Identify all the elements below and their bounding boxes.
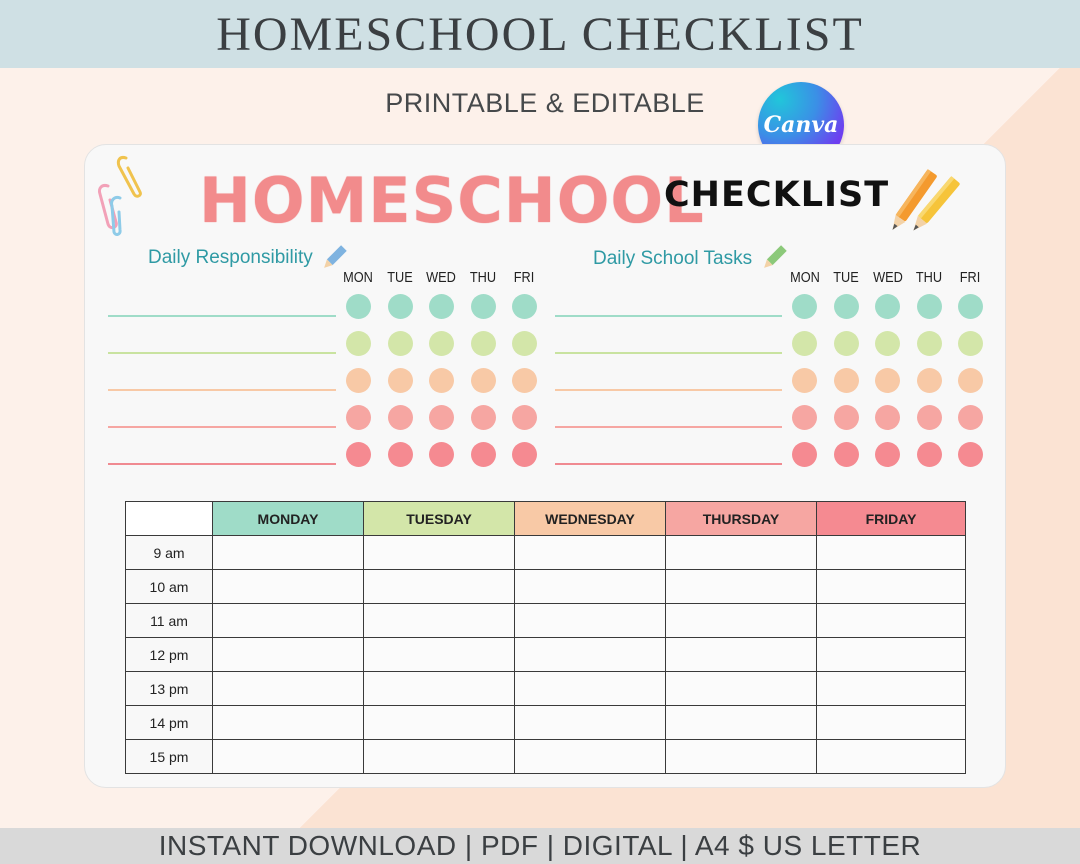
paperclips-icon bbox=[90, 152, 152, 236]
schedule-day-tuesday: TUESDAY bbox=[364, 502, 515, 536]
responsibility-checkbox-fri[interactable] bbox=[512, 368, 537, 393]
responsibility-line[interactable] bbox=[108, 463, 336, 465]
responsibility-checkbox-tue[interactable] bbox=[388, 405, 413, 430]
responsibility-checkbox-wed[interactable] bbox=[429, 405, 454, 430]
schedule-cell[interactable] bbox=[666, 570, 817, 604]
schedule-day-wednesday: WEDNESDAY bbox=[515, 502, 666, 536]
responsibility-checkbox-fri[interactable] bbox=[512, 294, 537, 319]
schedule-cell[interactable] bbox=[515, 706, 666, 740]
school-task-checkbox-tue[interactable] bbox=[834, 331, 859, 356]
schedule-cell[interactable] bbox=[666, 604, 817, 638]
schedule-day-thursday: THURSDAY bbox=[666, 502, 817, 536]
time-slot-label: 12 pm bbox=[126, 638, 213, 672]
schedule-cell[interactable] bbox=[364, 604, 515, 638]
schedule-cell[interactable] bbox=[515, 638, 666, 672]
responsibility-checkbox-thu[interactable] bbox=[471, 405, 496, 430]
schedule-row bbox=[126, 740, 966, 774]
schedule-cell[interactable] bbox=[213, 604, 364, 638]
day-header-thu: THU bbox=[469, 269, 497, 286]
schedule-cell[interactable] bbox=[666, 638, 817, 672]
schedule-cell[interactable] bbox=[817, 638, 966, 672]
responsibility-checkbox-wed[interactable] bbox=[429, 442, 454, 467]
responsibility-checkbox-wed[interactable] bbox=[429, 294, 454, 319]
schedule-cell[interactable] bbox=[817, 740, 966, 774]
responsibility-checkbox-thu[interactable] bbox=[471, 294, 496, 319]
schedule-row bbox=[126, 672, 966, 706]
schedule-day-monday: MONDAY bbox=[213, 502, 364, 536]
responsibility-checkbox-thu[interactable] bbox=[471, 331, 496, 356]
schedule-cell[interactable] bbox=[364, 706, 515, 740]
school-task-checkbox-wed[interactable] bbox=[875, 368, 900, 393]
subtitle: PRINTABLE & EDITABLE bbox=[385, 88, 705, 118]
footer-text: INSTANT DOWNLOAD | PDF | DIGITAL | A4 $ US LETTER bbox=[158, 830, 922, 861]
pencils-icon bbox=[882, 162, 962, 242]
schedule-row bbox=[126, 638, 966, 672]
day-header-mon: MON bbox=[343, 269, 373, 286]
school-task-line[interactable] bbox=[555, 315, 782, 317]
school-task-checkbox-thu[interactable] bbox=[917, 331, 942, 356]
responsibility-line[interactable] bbox=[108, 389, 336, 391]
school-task-line[interactable] bbox=[555, 426, 782, 428]
school-task-checkbox-tue[interactable] bbox=[834, 368, 859, 393]
schedule-cell[interactable] bbox=[213, 706, 364, 740]
schedule-cell[interactable] bbox=[666, 706, 817, 740]
responsibility-checkbox-thu[interactable] bbox=[471, 442, 496, 467]
schedule-cell[interactable] bbox=[364, 672, 515, 706]
day-header-fri: FRI bbox=[513, 269, 535, 286]
day-header-wed: WED bbox=[426, 269, 456, 286]
schedule-cell[interactable] bbox=[817, 604, 966, 638]
school-task-checkbox-fri[interactable] bbox=[958, 442, 983, 467]
green-pencil-icon bbox=[760, 244, 788, 272]
responsibility-checkbox-fri[interactable] bbox=[512, 331, 537, 356]
time-slot-label: 14 pm bbox=[126, 706, 213, 740]
schedule-cell[interactable] bbox=[213, 638, 364, 672]
responsibility-checkbox-tue[interactable] bbox=[388, 442, 413, 467]
responsibility-checkbox-tue[interactable] bbox=[388, 294, 413, 319]
schedule-cell[interactable] bbox=[515, 570, 666, 604]
responsibility-checkbox-mon[interactable] bbox=[346, 294, 371, 319]
card-subtitle: CHECKLIST bbox=[664, 175, 890, 215]
schedule-cell[interactable] bbox=[666, 672, 817, 706]
top-banner bbox=[0, 0, 1080, 68]
responsibility-checkbox-mon[interactable] bbox=[346, 331, 371, 356]
schedule-day-friday: FRIDAY bbox=[817, 502, 966, 536]
responsibility-line[interactable] bbox=[108, 426, 336, 428]
responsibility-checkbox-mon[interactable] bbox=[346, 442, 371, 467]
section-title-daily-school-tasks: Daily School Tasks bbox=[593, 248, 753, 269]
schedule-cell[interactable] bbox=[666, 740, 817, 774]
schedule-cell[interactable] bbox=[364, 638, 515, 672]
responsibility-line[interactable] bbox=[108, 352, 336, 354]
section-title-daily-responsibility: Daily Responsibility bbox=[148, 247, 313, 268]
weekly-schedule-table bbox=[125, 501, 966, 774]
school-task-line[interactable] bbox=[555, 389, 782, 391]
responsibility-checkbox-fri[interactable] bbox=[512, 405, 537, 430]
canva-logo-text: Canva bbox=[763, 112, 839, 138]
school-task-line[interactable] bbox=[555, 463, 782, 465]
schedule-cell[interactable] bbox=[666, 536, 817, 570]
school-task-checkbox-tue[interactable] bbox=[834, 405, 859, 430]
schedule-cell[interactable] bbox=[817, 570, 966, 604]
schedule-cell[interactable] bbox=[213, 740, 364, 774]
school-task-checkbox-fri[interactable] bbox=[958, 405, 983, 430]
school-task-checkbox-mon[interactable] bbox=[792, 442, 817, 467]
schedule-corner-cell bbox=[126, 502, 213, 536]
schedule-cell[interactable] bbox=[364, 740, 515, 774]
school-task-checkbox-fri[interactable] bbox=[958, 331, 983, 356]
responsibility-checkbox-wed[interactable] bbox=[429, 368, 454, 393]
school-task-checkbox-thu[interactable] bbox=[917, 368, 942, 393]
school-task-checkbox-fri[interactable] bbox=[958, 368, 983, 393]
school-task-checkbox-mon[interactable] bbox=[792, 405, 817, 430]
responsibility-checkbox-tue[interactable] bbox=[388, 331, 413, 356]
time-slot-label: 10 am bbox=[126, 570, 213, 604]
day-header-thu: THU bbox=[915, 269, 943, 286]
responsibility-checkbox-mon[interactable] bbox=[346, 405, 371, 430]
schedule-cell[interactable] bbox=[515, 740, 666, 774]
school-task-checkbox-thu[interactable] bbox=[917, 294, 942, 319]
schedule-cell[interactable] bbox=[364, 536, 515, 570]
page-title: HOMESCHOOL CHECKLIST bbox=[216, 7, 864, 61]
card-title: HOMESCHOOL bbox=[199, 164, 705, 237]
school-task-checkbox-wed[interactable] bbox=[875, 405, 900, 430]
schedule-row bbox=[126, 570, 966, 604]
school-task-checkbox-wed[interactable] bbox=[875, 331, 900, 356]
school-task-checkbox-thu[interactable] bbox=[917, 405, 942, 430]
school-task-line[interactable] bbox=[555, 352, 782, 354]
responsibility-checkbox-fri[interactable] bbox=[512, 442, 537, 467]
schedule-cell[interactable] bbox=[213, 570, 364, 604]
responsibility-checkbox-tue[interactable] bbox=[388, 368, 413, 393]
schedule-row bbox=[126, 706, 966, 740]
responsibility-checkbox-wed[interactable] bbox=[429, 331, 454, 356]
blue-pencil-icon bbox=[320, 244, 348, 272]
schedule-cell[interactable] bbox=[817, 706, 966, 740]
schedule-row bbox=[126, 604, 966, 638]
responsibility-checkbox-mon[interactable] bbox=[346, 368, 371, 393]
day-header-tue: TUE bbox=[387, 269, 413, 286]
schedule-cell[interactable] bbox=[213, 536, 364, 570]
responsibility-line[interactable] bbox=[108, 315, 336, 317]
schedule-row bbox=[126, 536, 966, 570]
time-slot-label: 13 pm bbox=[126, 672, 213, 706]
day-header-tue: TUE bbox=[833, 269, 859, 286]
school-task-checkbox-fri[interactable] bbox=[958, 294, 983, 319]
footer-banner bbox=[0, 828, 1080, 864]
time-slot-label: 9 am bbox=[126, 536, 213, 570]
schedule-cell[interactable] bbox=[364, 570, 515, 604]
time-slot-label: 11 am bbox=[126, 604, 213, 638]
schedule-cell[interactable] bbox=[515, 672, 666, 706]
school-task-checkbox-mon[interactable] bbox=[792, 368, 817, 393]
schedule-header-row bbox=[126, 502, 966, 536]
school-task-checkbox-tue[interactable] bbox=[834, 442, 859, 467]
school-task-checkbox-wed[interactable] bbox=[875, 294, 900, 319]
day-header-wed: WED bbox=[873, 269, 903, 286]
school-task-checkbox-thu[interactable] bbox=[917, 442, 942, 467]
school-task-checkbox-tue[interactable] bbox=[834, 294, 859, 319]
time-slot-label: 15 pm bbox=[126, 740, 213, 774]
school-task-checkbox-mon[interactable] bbox=[792, 331, 817, 356]
schedule-cell[interactable] bbox=[515, 536, 666, 570]
responsibility-checkbox-thu[interactable] bbox=[471, 368, 496, 393]
schedule-cell[interactable] bbox=[213, 672, 364, 706]
schedule-cell[interactable] bbox=[817, 672, 966, 706]
school-task-checkbox-mon[interactable] bbox=[792, 294, 817, 319]
schedule-cell[interactable] bbox=[817, 536, 966, 570]
schedule-cell[interactable] bbox=[515, 604, 666, 638]
day-header-mon: MON bbox=[790, 269, 820, 286]
school-task-checkbox-wed[interactable] bbox=[875, 442, 900, 467]
day-header-fri: FRI bbox=[959, 269, 981, 286]
